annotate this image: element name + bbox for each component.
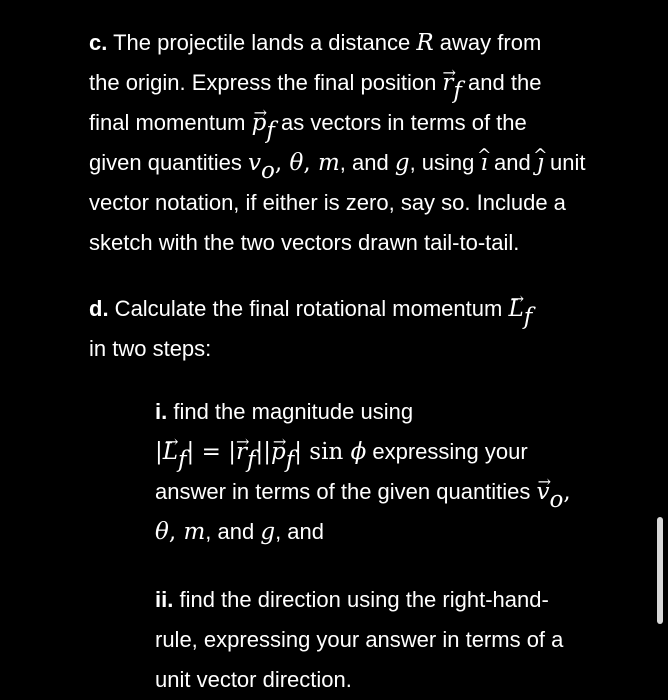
part-c-line-5: vector notation, if either is zero, say so. Include a — [89, 190, 566, 215]
part-c-line-1 — [89, 23, 649, 63]
part-d-paragraph — [89, 289, 649, 369]
sub-ii-paragraph — [155, 580, 645, 700]
part-d-label: d. — [89, 296, 109, 321]
math-sub-f: f — [453, 78, 462, 105]
math-sub-f: f — [285, 447, 295, 474]
sub-i-line-1 — [155, 392, 645, 432]
math-m: m — [317, 150, 340, 176]
text: final momentum — [89, 110, 252, 135]
math-p-vector: p → — [271, 432, 286, 472]
text: expressing your — [366, 439, 528, 464]
sub-ii-line-2: rule, expressing your answer in terms of a — [155, 627, 564, 652]
math-g: g — [394, 150, 410, 176]
part-c-line-4 — [89, 143, 649, 183]
part-c-line-2 — [89, 63, 649, 103]
text: , — [168, 519, 184, 545]
text: | — [155, 439, 163, 465]
math-i-hat: ı ^ — [481, 143, 488, 183]
sub-i-line-3 — [155, 472, 645, 512]
sub-i-line-4 — [155, 512, 645, 552]
text: and the — [461, 70, 542, 95]
text: unit — [543, 150, 586, 175]
part-c-label: c. — [89, 30, 108, 55]
math-m: m — [183, 519, 206, 545]
part-d-line-1 — [89, 289, 649, 329]
text: | — [228, 439, 236, 465]
text: the origin. Express the final position — [89, 70, 443, 95]
text: find the direction using the right-hand- — [173, 587, 549, 612]
part-c-line-6: sketch with the two vectors drawn tail-to-tail. — [89, 230, 520, 255]
sub-ii-line-1 — [155, 580, 645, 620]
math-theta: θ — [289, 150, 304, 176]
text: | — [255, 439, 264, 465]
text: , — [303, 150, 318, 176]
part-c-paragraph — [89, 23, 649, 263]
math-g: g — [260, 519, 276, 545]
text: answer in terms of the given quantities — [155, 479, 537, 504]
math-r-vector: r → — [442, 63, 453, 103]
text: as vectors in terms of the — [274, 110, 527, 135]
math-v: v — [248, 150, 261, 176]
math-p-vector: p → — [252, 103, 267, 143]
math-sub-f: f — [178, 447, 187, 474]
text: The projectile lands a distance — [107, 30, 417, 55]
text: away from — [433, 30, 542, 55]
sub-i-paragraph — [155, 392, 645, 552]
text: , and — [339, 150, 395, 175]
math-sub-f: f — [246, 447, 256, 474]
sub-ii-label: ii. — [155, 587, 174, 612]
text: and — [487, 150, 537, 175]
text: = — [194, 439, 229, 465]
text: | — [294, 439, 302, 465]
text: , and — [275, 519, 325, 544]
math-L-vector: L → — [508, 289, 523, 329]
math-v-vector: v → — [537, 472, 550, 512]
math-L-vector: L → — [163, 432, 178, 472]
math-R: R — [416, 30, 434, 56]
text: , — [563, 479, 571, 505]
sub-i-line-2 — [155, 432, 645, 472]
math-sub-f: f — [523, 304, 533, 331]
math-r-vector: r → — [236, 432, 247, 472]
text: Calculate the final rotational momentum — [108, 296, 509, 321]
vertical-scrollbar[interactable] — [657, 517, 663, 624]
text: | — [263, 439, 271, 465]
text: , — [274, 150, 290, 176]
math-sub-o: o — [261, 158, 275, 185]
math-sub-f: f — [266, 118, 275, 145]
text: find the magnitude using — [167, 399, 414, 424]
part-c-line-3 — [89, 103, 649, 143]
math-phi: ϕ — [350, 439, 367, 465]
sub-i-label: i. — [155, 399, 168, 424]
text: given quantities — [89, 150, 248, 175]
part-d-line-2: in two steps: — [89, 336, 212, 361]
math-theta: θ — [155, 519, 169, 545]
text: , using — [409, 150, 481, 175]
text: sin — [301, 439, 351, 465]
math-j-hat: ȷ ^ — [537, 143, 544, 183]
math-sub-o: o — [549, 487, 564, 514]
text: | — [186, 439, 195, 465]
sub-ii-line-3: unit vector direction. — [155, 667, 352, 692]
text: , and — [205, 519, 261, 544]
